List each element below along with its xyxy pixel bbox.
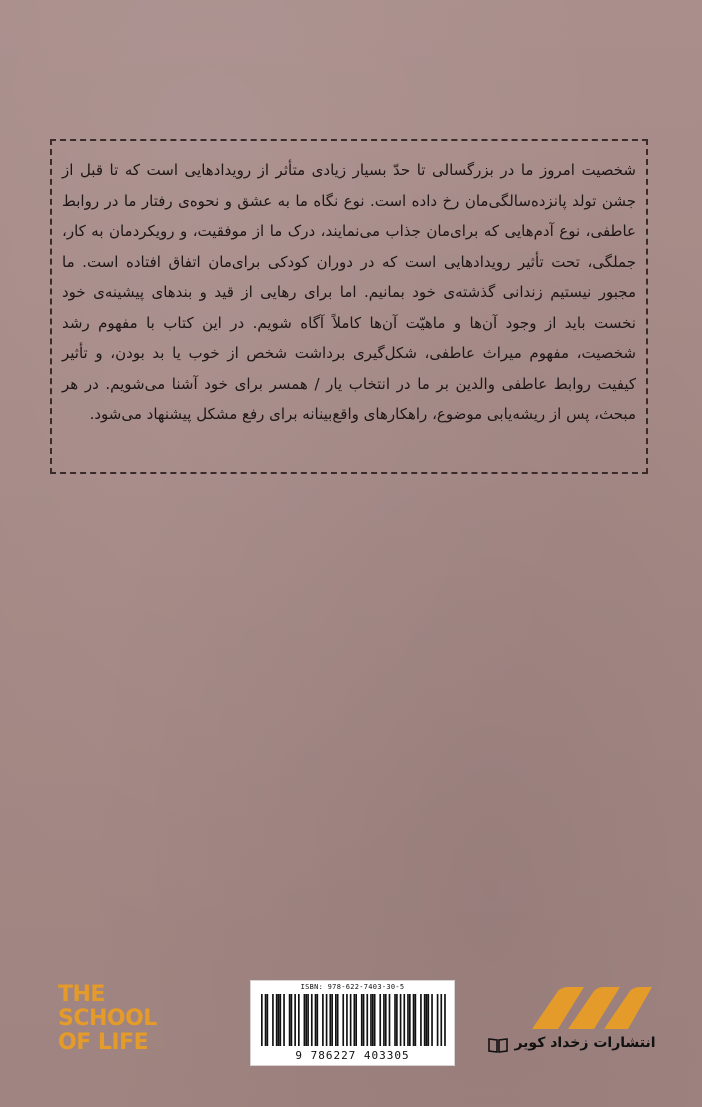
- barcode-bar: [346, 994, 348, 1046]
- barcode-bar: [322, 994, 324, 1046]
- barcode-bar: [428, 994, 430, 1046]
- barcode-bar: [311, 994, 313, 1046]
- barcode-bar: [272, 994, 274, 1046]
- barcode-bar: [317, 994, 319, 1046]
- barcode-bar: [304, 994, 306, 1046]
- barcode-bar: [294, 994, 296, 1046]
- barcode-bar: [265, 994, 267, 1046]
- barcode-bar: [379, 994, 381, 1046]
- barcode-bar: [413, 994, 415, 1046]
- publisher-logo: [488, 985, 658, 1067]
- barcode-bar: [383, 994, 385, 1046]
- barcode-bar: [440, 994, 442, 1046]
- isbn-barcode: [250, 980, 455, 1066]
- barcode-bar: [289, 994, 291, 1046]
- barcode-bar: [394, 994, 396, 1046]
- isbn-number: 9 786227 403305: [295, 1049, 410, 1062]
- barcode-bar: [355, 994, 357, 1046]
- barcode-bar: [335, 994, 337, 1046]
- barcode-bar: [363, 994, 365, 1046]
- isbn-label: ISBN: 978-622-7403-30-5: [300, 983, 405, 991]
- barcode-bar: [305, 994, 307, 1046]
- barcode-bar: [424, 994, 426, 1046]
- barcode-bar: [326, 994, 328, 1046]
- logo-line-3: OF LIFE: [58, 1030, 149, 1055]
- book-icon: [488, 1037, 508, 1053]
- barcode-bar: [426, 994, 428, 1046]
- barcode-bar: [329, 994, 331, 1046]
- barcode-bar: [403, 994, 405, 1046]
- barcode-bar: [283, 994, 285, 1046]
- barcode-bar: [276, 994, 278, 1046]
- barcode-bar: [400, 994, 402, 1046]
- publisher-mark-icon: [524, 985, 654, 1033]
- barcode-bar: [407, 994, 409, 1046]
- blurb-text: شخصیت امروز ما در بزرگسالی تا حدّ بسیار زیادی متأثر از رویدادهایی است که تا قبل از جشن تولد پانزده‌سالگی‌مان رخ داده است. نوع نگاه ما به عشق و نحوه‌ی رفتار ما در روابط عاطفی، نوع آدم‌هایی که برای‌مان جذاب می‌نمایند، درک ما از موفقیت، و رویکردمان به کار، جملگی، تحت تأثیر رویدادهایی است که در دوران کودکی برای‌مان اتفاق افتاده است. ما مجبور نیستیم زندانی گذشته‌ی خود بمانیم. اما برای رهایی از قید و بندهای پیشینه‌ی خود نخست باید از وجود آن‌ها و ماهیّت آن‌ها کاملاً آگاه شویم. در این کتاب با مفهوم رشد شخصیت، مفهوم میراث عاطفی، شکل‌گیری برداشت شخص از خوب یا بد بودن، و تأثیر کیفیت روابط عاطفی والدین بر ما در انتخاب یار / همسر برای خود آشنا می‌شویم. در هر مبحث، پس از ریشه‌یابی موضوع، راهکارهای واقع‌بینانه برای رفع مشکل پیشنهاد می‌شود.: [62, 161, 636, 423]
- barcode-bar: [298, 994, 300, 1046]
- barcode-bar: [444, 994, 446, 1046]
- barcode-bar: [389, 994, 391, 1046]
- barcode-bar: [431, 994, 433, 1046]
- barcode-bar: [370, 994, 372, 1046]
- barcode-bar: [267, 994, 269, 1046]
- barcode-bar: [307, 994, 309, 1046]
- barcode-bar: [337, 994, 339, 1046]
- barcode-bar: [366, 994, 368, 1046]
- school-of-life-logo: [58, 983, 168, 1063]
- barcode-bar: [420, 994, 422, 1046]
- barcode-bar: [396, 994, 398, 1046]
- logo-line-1: THE: [58, 982, 105, 1007]
- barcode-bar: [409, 994, 411, 1046]
- barcode-bar: [278, 994, 280, 1046]
- logo-line-2: SCHOOL: [58, 1006, 157, 1031]
- barcode-bar: [342, 994, 344, 1046]
- barcode-bar: [261, 994, 263, 1046]
- barcode-bar: [315, 994, 317, 1046]
- barcode-bars: [261, 994, 446, 1046]
- barcode-bar: [291, 994, 293, 1046]
- barcode-bar: [415, 994, 417, 1046]
- barcode-bar: [331, 994, 333, 1046]
- barcode-bar: [374, 994, 376, 1046]
- barcode-bar: [354, 994, 356, 1046]
- blurb-dashed-box: [50, 139, 648, 474]
- publisher-name: انتشارات زخداد کویر: [514, 1035, 656, 1051]
- barcode-bar: [361, 994, 363, 1046]
- barcode-bar: [372, 994, 374, 1046]
- barcode-bar: [385, 994, 387, 1046]
- barcode-bar: [437, 994, 439, 1046]
- barcode-bar: [350, 994, 352, 1046]
- barcode-bar: [280, 994, 282, 1046]
